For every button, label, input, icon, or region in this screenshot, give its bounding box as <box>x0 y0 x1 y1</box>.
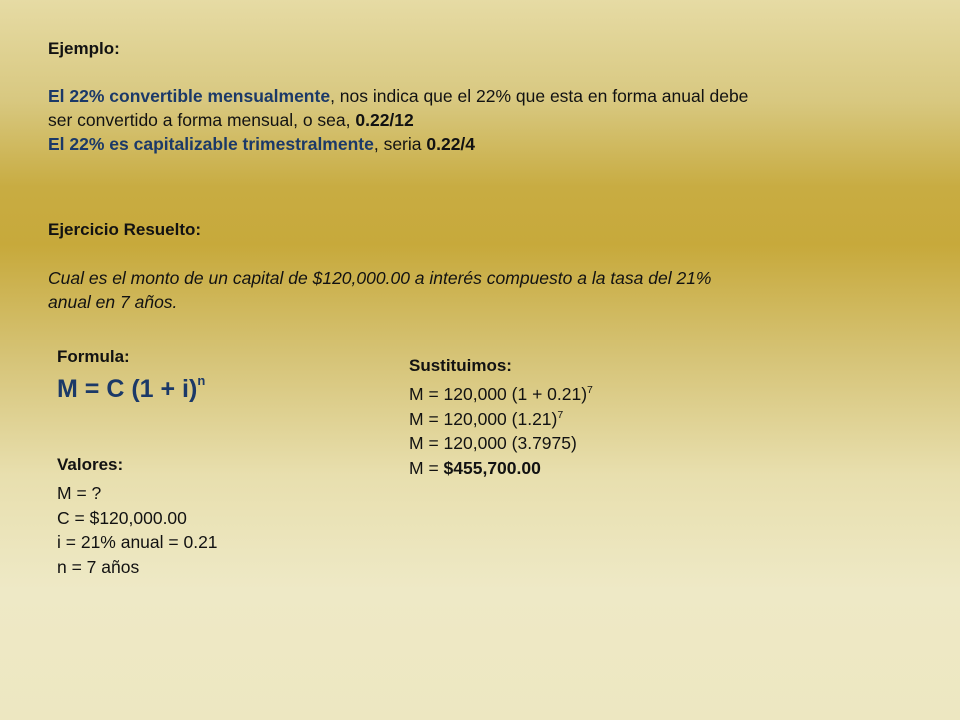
value-item: i = 21% anual = 0.21 <box>57 532 218 552</box>
example-paragraph <box>48 84 928 156</box>
example-value-quarterly: 0.22/4 <box>426 134 476 154</box>
example-value-monthly: 0.22/12 <box>355 110 414 130</box>
step-1-exponent: 7 <box>587 384 593 397</box>
result-prefix: M = <box>409 457 444 478</box>
solved-problem <box>48 266 928 314</box>
values-list <box>57 481 357 579</box>
substitution-step <box>409 407 809 432</box>
values-label: Valores: <box>57 455 124 474</box>
example-highlight-monthly: El 22% convertible mensualmente <box>48 86 331 106</box>
example-text-2: ser convertido a forma mensual, o sea, <box>48 110 356 130</box>
formula-label: Formula: <box>57 347 130 366</box>
substitute-label: Sustituimos: <box>409 356 512 375</box>
step-1-text: M = 120,000 (1 + 0.21) <box>409 384 588 404</box>
solved-problem-line2: anual en 7 años. <box>48 292 178 312</box>
result-value: $455,700.00 <box>443 457 541 478</box>
substitution-step: M = 120,000 (3.7975) <box>409 433 577 453</box>
substitution-result <box>409 456 809 481</box>
example-text-1: , nos indica que el 22% que esta en forma anual debe <box>330 86 749 106</box>
formula-exponent: n <box>197 373 206 388</box>
substitution-step <box>409 382 809 407</box>
step-2-exponent: 7 <box>557 408 564 421</box>
solved-problem-line1: Cual es el monto de un capital de $120,000.00 a interés compuesto a la tasa del 21% <box>48 268 712 288</box>
example-highlight-quarterly: El 22% es capitalizable trimestralmente <box>48 134 374 154</box>
example-heading: Ejemplo: <box>48 39 120 58</box>
step-2-text: M = 120,000 (1.21) <box>409 408 558 429</box>
substitution-steps <box>409 382 809 480</box>
formula-main: M = C (1 + i) <box>57 375 198 403</box>
value-item: n = 7 años <box>57 556 140 577</box>
value-item: M = ? <box>57 483 102 503</box>
solved-heading: Ejercicio Resuelto: <box>48 220 202 239</box>
value-item: C = $120,000.00 <box>57 507 187 528</box>
example-text-3: , seria <box>373 134 427 154</box>
compound-interest-formula <box>57 374 205 404</box>
